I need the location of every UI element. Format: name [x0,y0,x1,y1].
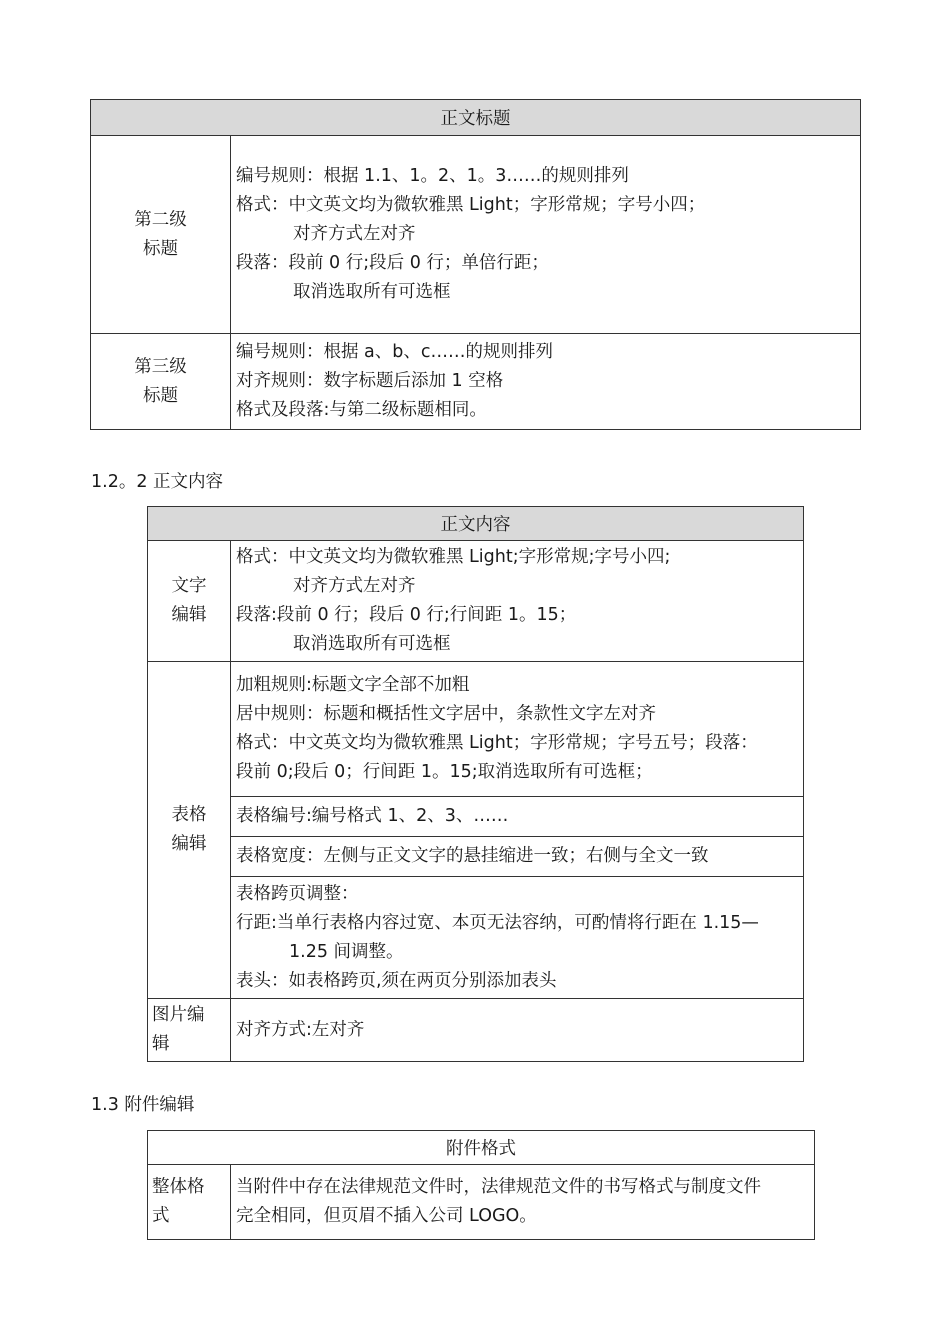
text-line: 表格跨页调整： [236,883,359,904]
text-line: 对齐方式左对齐 [293,224,416,244]
row-label-level2: 第二级 标题 [91,136,231,334]
row-label-overall-format: 整体格 式 [148,1165,231,1240]
text-line: 表格宽度：左侧与正文文字的悬挂缩进一致；右侧与全文一致 [236,846,709,866]
text-line: 编号规则：根据 a、b、c……的规则排列 [236,342,554,362]
text-line: 取消选取所有可选框 [293,634,451,654]
row-label-image-edit: 图片编 辑 [148,999,231,1062]
row-content-table-width [231,837,804,877]
text-line: 对齐方式左对齐 [293,576,416,596]
text-line: 段前 0;段后 0；行间距 1。15;取消选取所有可选框； [236,762,653,782]
text-line: 加粗规则:标题文字全部不加粗 [236,675,470,695]
row-content-level2 [231,136,861,334]
row-label-level3: 第三级 标题 [91,334,231,430]
text-line: 编号规则：根据 1.1、1。2、1。3……的规则排列 [236,166,629,186]
text-line: 对齐方式:左对齐 [236,1019,365,1040]
row-label-text-edit: 文字 编辑 [148,541,231,662]
row-content-table-numbering [231,797,804,837]
text-line: 1.25 间调整。 [289,941,404,962]
text-line: 表格编号:编号格式 1、2、3、…… [236,806,509,826]
row-content-text-edit [231,541,804,662]
table-header: 正文内容 [148,507,804,541]
text-line: 格式：中文英文均为微软雅黑 Light；字形常规；字号小四； [236,195,706,215]
row-label-table-edit: 表格 编辑 [148,662,231,999]
row-content-image-edit [231,999,804,1062]
text-line: 格式：中文英文均为微软雅黑 Light；字形常规；字号五号；段落： [236,733,758,753]
row-content-table-rules [231,662,804,797]
text-line: 完全相同，但页眉不插入公司 LOGO。 [236,1206,537,1226]
text-line: 格式：中文英文均为微软雅黑 Light;字形常规;字号小四; [236,547,671,567]
section-heading-1-2-2: 1.2。2 正文内容 [91,472,224,492]
row-content-overall-format [231,1165,815,1240]
row-content-table-pagebreak [231,877,804,999]
text-line: 段落：段前 0 行;段后 0 行；单倍行距； [236,253,549,273]
text-line: 居中规则：标题和概括性文字居中，条款性文字左对齐 [236,704,656,724]
text-line: 对齐规则：数字标题后添加 1 空格 [236,371,504,391]
table-header: 附件格式 [148,1131,815,1165]
row-content-level3 [231,334,861,430]
text-line: 当附件中存在法律规范文件时，法律规范文件的书写格式与制度文件 [236,1177,761,1197]
table-header: 正文标题 [91,100,861,136]
text-line: 行距:当单行表格内容过宽、本页无法容纳，可酌情将行距在 1.15— [236,912,759,933]
body-content-table [147,506,804,1062]
section-heading-1-3: 1.3 附件编辑 [91,1095,195,1115]
attachment-format-table [147,1130,815,1240]
text-line: 格式及段落:与第二级标题相同。 [236,400,487,420]
text-line: 取消选取所有可选框 [293,282,451,302]
text-line: 表头：如表格跨页,须在两页分别添加表头 [236,970,557,991]
heading-format-table [90,99,861,430]
text-line: 段落:段前 0 行；段后 0 行;行间距 1。15； [236,605,577,625]
